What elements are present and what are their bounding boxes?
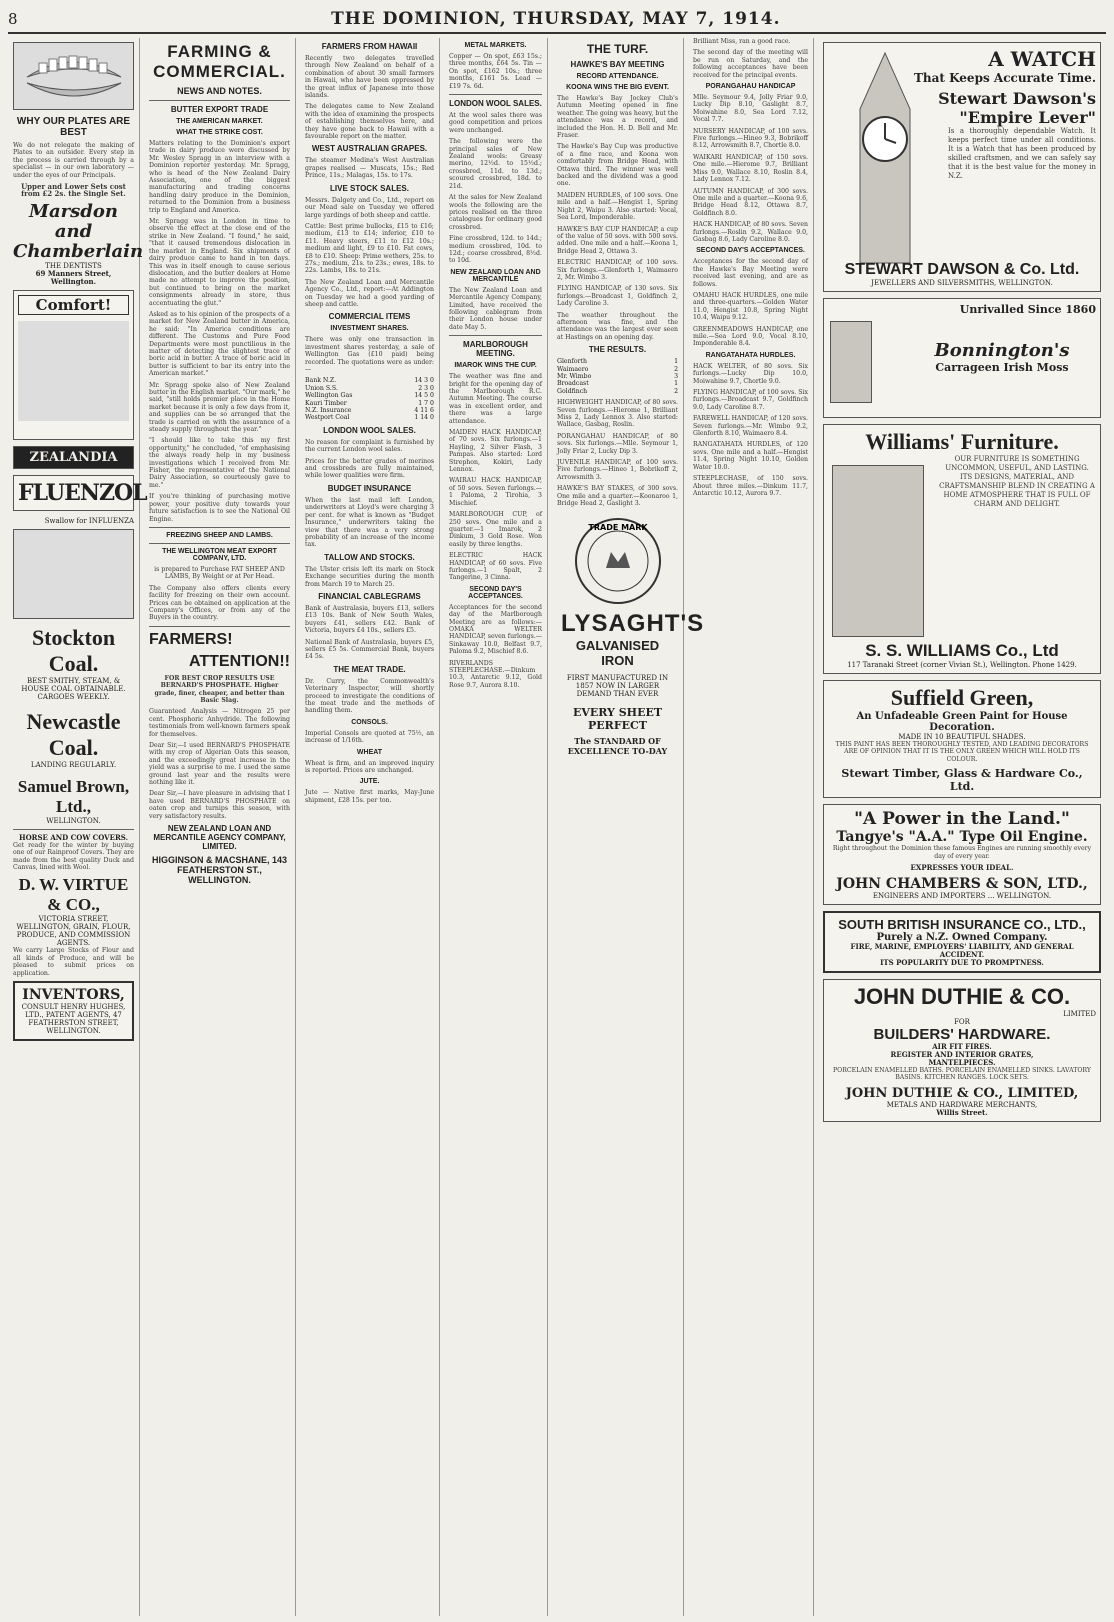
results-table <box>557 358 678 395</box>
lysaght-ad: TRADE MARK LYSAGHT'S GALVANISED IRON FIRST MANUFACTURED IN 1857 NOW IN LARGER DEMAND THAN EVER EVERY SHEET PERFECT The STANDARD OF EXCELLENCE TO-DAY <box>557 512 678 760</box>
section-header: FARMING & COMMERCIAL. <box>153 42 286 81</box>
stockton-coal: Stockton Coal. <box>31 624 116 676</box>
inventors-ad: INVENTORS, CONSULT HENRY HUGHES, LTD., PATENT AGENTS, 47 FEATHERSTON STREET, WELLINGTON. <box>13 981 134 1041</box>
results-row: Glenforth 1 <box>557 358 678 366</box>
commerce-column: FARMERS FROM HAWAII Recently two delegates travelled through New Zealand on behalf of a combination of about 30 small farmers in Hawaii, who have been oppressed by the great influx of Japanese into those islands. The delegates came to New Zealand with the idea of examining the prospects of establishing themselves here, and they have gone back to Hawaii with a favourable report on the matter. WEST AUSTRALIAN GRAPES. The steamer Medina's West Australian grapes realised — Muscats, 15s.; Red Prince, 11s.; Malagas, 15s. to 17s. LIVE STOCK SALES. Messrs. Dalgety and Co., Ltd., report on our Mead sale on Tuesday we offered large yardings of both sheep and cattle. Cattle: Best prime bullocks, £15 to £16; medium, £13 to £14; inferior, £10 to £11. Heavy steers, £11 to £12 10s.; medium and light, £9 to £10. Fat cows, £8 to £10. Sheep: Prime wethers, 25s. to 27s.; medium, 21s. to 23s.; ewes, 18s. to 22s. Lambs, 18s. to 21s. The New Zealand Loan and Mercantile Agency Co., Ltd., report:—At Addington on Tuesday we had a good yarding of sheep and cattle. COMMERCIAL ITEMS INVESTMENT SHARES. There was only one transaction in investment shares yesterday, a sale of Wellington Gas (£10 paid) being recorded. The quotations were as under:— Bank N.Z. 14 3 0 Union S.S. 2 3 0 Wellington Gas 14 5 0 Kauri Timber 1 7 0 N.Z. Insurance 4 11 6 Westport Coal 1 14 0 LONDON WOOL SALES. No reason for complaint is furnished by the current London wool sales. Prices for the better grades of merinos and crossbreds are fully maintained, while lower qualities were firm. BUDGET INSURANCE When the last mail left London, underwriters at Lloyd's were charging 3 per cent. for what is known as "Budget Insurance," underwriters taking the view that there was a very strong probability of an increase of the income tax. TALLOW AND STOCKS. The Ulster crisis left its mark on Stock Exchange securities during the month from March 19 to March 25. FINANCIAL CABLEGRAMS Bank of Australasia, buyers £13, sellers £13 10s. Bank of New South Wales, buyers £41, sellers £42. Bank of Victoria, buyers £4 10s., sellers £5. National Bank of Australasia, buyers £5, sellers £5 5s. Commercial Bank, buyers £4 5s. THE MEAT TRADE. Dr. Curry, the Commonwealth's Veterinary Inspector, will shortly proceed to investigate the conditions of the meat trade and the methods of handling them. CONSOLS. Imperial Consols are quoted at 75½, an increase of 1/16th. WHEAT Wheat is firm, and an improved inquiry is reported. Prices are unchanged. JUTE. Jute — Native first marks, May-June shipment, £28 15s. per ton. <box>300 38 440 1616</box>
results-row: Mr. Wimbo 3 <box>557 373 678 380</box>
newcastle-sub: LANDING REGULARLY. <box>30 760 117 769</box>
samuel-sub: WELLINGTON. <box>46 816 101 825</box>
masthead <box>8 6 1106 34</box>
fluenzol-ad: FLUENZOL <box>13 475 134 511</box>
watch-ad: A WATCH That Keeps Accurate Time. Stewart Dawson's "Empire Lever" Is a thoroughly dependable Watch. It keeps perfect time under all conditions. It is a Watch that has been produced by skilled craftsmen, and we can safely say that it is the best value for the money in N.Z. STEWART DAWSON & Co. Ltd. JEWELLERS AND SILVERSMITHS, WELLINGTON. <box>823 42 1101 292</box>
fluenzol-sub: Swallow for INFLUENZA <box>44 516 134 525</box>
clock-tower-illustration <box>830 49 940 269</box>
zealandia-ad: ZEALANDIA <box>13 446 134 469</box>
results-row: Waimaero 2 <box>557 365 678 373</box>
dentures-illustration <box>13 42 134 110</box>
teeth-icon <box>19 47 129 105</box>
south-british-ad: SOUTH BRITISH INSURANCE CO., LTD., Purely a N.Z. Owned Company. FIRE, MARINE, EMPLOYERS' LIABILITY, AND GENERAL ACCIDENT. ITS POPULARITY DUE TO PROMPTNESS. <box>823 911 1101 973</box>
virtue-name: D. W. VIRTUE & CO., <box>18 875 129 915</box>
dentists-sub: THE DENTISTS <box>45 261 102 270</box>
teeth-body: We do not relegate the making of Plates to an outsider. Every step in the process is carried through by a specialist — in our own laboratory — under the eyes of our Principals. <box>13 142 134 179</box>
results-row: Broadcast 1 <box>557 380 678 388</box>
comfort-ad <box>13 290 134 440</box>
right-ads-column <box>818 38 1106 1616</box>
results-row: Goldfinch 2 <box>557 387 678 395</box>
comfort-title: Comfort! <box>18 295 129 315</box>
turf-column: THE TURF. HAWKE'S BAY MEETING RECORD ATTENDANCE. KOONA WINS THE BIG EVENT. The Hawke's Bay Jockey Club's Autumn Meeting opened in fine weather. The going was heavy, but the attendance was a record, and included the Hon. H. D. Bell and Mr. Fraser. The Hawke's Bay Cup was productive of a fine race, and Koona won comfortably from Bridge Head, with Ottawa third. The winner was well backed and the dividend was a good one. MAIDEN HURDLES, of 100 sovs. One mile and a half.—Hengist 1, Spring Night 2, Waipu 3. Also started: Vocal, Sea Lord, Imponderable. HAWKE'S BAY CUP HANDICAP, a cup of the value of 50 sovs. with 500 sovs. added. One mile and a half.—Koona 1, Bridge Head 2, Ottawa 3. ELECTRIC HANDICAP, of 100 sovs. Six furlongs.—Glenforth 1, Waimaero 2, Mr. Wimbo 3. FLYING HANDICAP, of 130 sovs. Six furlongs.—Broadcast 1, Goldfinch 2, Lady Caroline 3. The weather throughout the afternoon was fine, and the attendance was the largest ever seen at Hastings on an opening day. THE RESULTS. Glenforth 1 Waimaero 2 Mr. Wimbo 3 Broadcast 1 Goldfinch 2 HIGHWEIGHT HANDICAP, of 80 sovs. Seven furlongs.—Hierome 1, Brilliant Miss 2, Lady Lennox 3. Also started: Wallace, Gasbag, Roslin. PORANGAHAU HANDICAP, of 80 sovs. Six furlongs.—Mlle. Seymour 1, Jolly Friar 2, Lucky Dip 3. JUVENILE HANDICAP, of 100 sovs. Five furlongs.—Hineo 1, Bobrikoff 2, Arrowsmith 3. HAWKE'S BAY STAKES, of 300 sovs. One mile and a quarter.—Koonaroo 1, Bridge Head 2, Gaslight 3. TRADE MARK LYSAGHT'S GALVANISED IRON FIRST MANUFACTURED IN 1857 NOW IN LARGER DEMAND THAN EVER EVERY SHEET PERFECT The STANDARD OF EXCELLENCE TO-DAY <box>552 38 684 1616</box>
teeth-price: Upper and Lower Sets cost from £2 2s. the Single Set. <box>21 182 126 199</box>
virtue-sub: VICTORIA STREET, WELLINGTON, GRAIN, FLOUR, PRODUCE, AND COMMISSION AGENTS. <box>16 915 131 948</box>
samuel-brown: Samuel Brown, Ltd., <box>17 776 130 816</box>
dentists-name: Marsdon and Chamberlain <box>13 200 144 262</box>
williams-ad: Williams' Furniture. OUR FURNITURE IS SOMETHING UNCOMMON, USEFUL, AND LASTING. ITS DESIGNS, MATERIAL, AND CRAFTSMANSHIP BLEND IN CREATING A HOME ATMOSPHERE THAT IS FULL OF CHARM AND DELIGHT. S. S. WILLIAMS Co., Ltd 117 Taranaki Street (corner Vivian St.), Wellington. Phone 1429. <box>823 424 1101 674</box>
farming-column: FARMING & COMMERCIAL. NEWS AND NOTES. BUTTER EXPORT TRADE THE AMERICAN MARKET. WHAT THE STRIKE COST. Matters relating to the Dominion's export trade in dairy produce were discussed by Mr. Wesley Spragg in an interview with a Dominion reporter yesterday. Mr. Spragg, who is head of the New Zealand Dairy Association, one of the biggest manufacturing and trading concerns handling dairy produce in the Dominion, returned to the Dominion from a business trip to England and America. Mr. Spragg was in London in time to observe the effect at the close end of the strike in New Zealand. "I found," he said, "that it caused tremendous dislocation in the market in England. Six shipments of dairy produce came to hand in ten days. This was in itself enough to cause serious dislocation, and the butter dealers at Home made no attempt to improve the position, but continued to bring on the market consignments already in store, thus accentuating the glut." Asked as to his opinion of the prospects of a market for New Zealand butter in America, he said: "In America conditions are different. The Customs and Pure Food Departments were most punctilious in the matter of detecting the slightest trace of boric acid in butter. A trace of boric acid in butter is sufficient to bar its entry into the American market." Mr. Spragg spoke also of New Zealand butter in the English market. "Our mark," he said, "still holds premier place in the Home market because it is only a few days from it, and supplies can be so arranged that the trade is carried on with the assurance of a steady supply throughout the year." "I should like to take this my first opportunity," he concluded, "of emphasising the always ready help in my business investigations which I received from Mr. Fisher, the representative of the National Dairy Association, so courteously gave to me." If you're thinking of purchasing motive power, your positive duty towards your future satisfaction is to see the National Oil Engine. FREEZING SHEEP AND LAMBS. THE WELLINGTON MEAT EXPORT COMPANY, LTD. is prepared to Purchase FAT SHEEP AND LAMBS, By Weight or at Per Head. The Company also offers clients every facility for freezing on their own account. Prices can be obtained on application at the Company's Offices, or from any of the Buyers in the country. FARMERS! ATTENTION!! FOR BEST CROP RESULTS USE BERNARD'S PHOSPHATE. Higher grade, finer, cheaper, and better than Basic Slag. Guaranteed Analysis — Nitrogen 25 per cent. Phosphoric Anhydride. The following testimonials from well-known farmers speak for themselves. Dear Sir,—I used BERNARD'S PHOSPHATE with my crop of Algerian Oats this season, and the exceedingly great increase in the yield was a surprise to me. I used the same ground last year and the results were nothing like it. Dear Sir,—I have pleasure in advising that I have used BERNARD'S PHOSPHATE on oaten crop and turnips this season, with very satisfactory results. NEW ZEALAND LOAN AND MERCANTILE AGENCY COMPANY, LIMITED. HIGGINSON & MACSHANE, 143 FEATHERSTON ST., WELLINGTON. <box>144 38 296 1616</box>
teeth-headline: WHY OUR PLATES ARE BEST <box>16 116 131 138</box>
paper-title: THE DOMINION, THURSDAY, MAY 7, 1914. <box>331 9 781 29</box>
corset-illustration <box>18 321 129 421</box>
trade-mark-label: TRADE MARK <box>587 522 648 532</box>
tangye-ad: "A Power in the Land." Tangye's "A.A." Type Oil Engine. Right throughout the Dominion these famous Engines are running smoothly every day of every year. EXPRESSES YOUR IDEAL. JOHN CHAMBERS & SON, LTD., ENGINEERS AND IMPORTERS ... WELLINGTON. <box>823 804 1101 905</box>
duthie-ad: JOHN DUTHIE & CO. LIMITED FOR BUILDERS' HARDWARE. AIR FIT FIRES. REGISTER AND INTERIOR GRATES, MANTELPIECES. PORCELAIN ENAMELLED BATHS. PORCELAIN ENAMELLED SINKS. LAVATORY BASINS. KITCHEN RANGES. LOCK SETS. JOHN DUTHIE & CO., LIMITED, METALS AND HARDWARE MERCHANTS, Willis Street. <box>823 979 1101 1122</box>
horse-covers: HORSE AND COW COVERS. <box>18 832 129 842</box>
suffield-ad: Suffield Green, An Unfadeable Green Paint for House Decoration. MADE IN 10 BEAUTIFUL SHADES. THIS PAINT HAS BEEN THOROUGHLY TESTED, AND LEADING DECORATORS ARE OF OPINION THAT IT IS THE ONLY GREEN WHICH WILL HOLD ITS COLOUR. Stewart Timber, Glass & Hardware Co., Ltd. <box>823 680 1101 798</box>
page-number: 8 <box>8 10 18 28</box>
left-ads-column: WHY OUR PLATES ARE BEST We do not relegate the making of Plates to an outsider. Every step in the process is carried through by a specialist — in our own laboratory — under the eyes of our Principals. Upper and Lower Sets cost from £2 2s. the Single Set. Marsdon and Chamberlain THE DENTISTS 69 Manners Street, Wellington. Comfort! ZEALANDIA FLUENZOL Swallow for INFLUENZA Stockton Coal. BEST SMITHY, STEAM, & HOUSE COAL OBTAINABLE. CARGOES WEEKLY. Newcastle Coal. LANDING REGULARLY. Samuel Brown, Ltd., WELLINGTON. HORSE AND COW COVERS. Get ready for the winter by buying one of our Rainproof Covers. They are made from the best quality Duck and Canvas, lined with Wool. D. W. VIRTUE & CO., VICTORIA STREET, WELLINGTON, GRAIN, FLOUR, PRODUCE, AND COMMISSION AGENTS. We carry Large Stocks of Flour and all kinds of Produce, and will be pleased to submit prices on application. INVENTORS, CONSULT HENRY HUGHES, LTD., PATENT AGENTS, 47 FEATHERSTON STREET, WELLINGTON. <box>8 38 140 1616</box>
newcastle-coal: Newcastle Coal. <box>26 708 121 760</box>
markets-column: METAL MARKETS. Copper — On spot, £63 15s.; three months, £64 5s. Tin — On spot, £162 10s.; three months, £161 5s. Lead — £19 7s. 6d. LONDON WOOL SALES. At the wool sales there was good competition and prices were unchanged. The following were the principal sales of New Zealand wools: Greasy merino, 12½d. to 15½d.; crossbred, 11d. to 13d.; scoured crossbred, 18d. to 21d. At the sales for New Zealand wools the following are the prices realised on the three catalogues for ordinary good crossbred. Fine crossbred, 12d. to 14d.; medium crossbred, 10d. to 12d.; coarse crossbred, 8½d. to 10d. NEW ZEALAND LOAN AND MERCANTILE The New Zealand Loan and Mercantile Agency Company, Limited, have received the following cablegram from their London house under date May 5. MARLBOROUGH MEETING. IMAROK WINS THE CUP. The weather was fine and bright for the opening day of the Marlborough R.C. Autumn Meeting. The course was in excellent order, and there was a large attendance. MAIDEN HACK HANDICAP, of 70 sovs. Six furlongs.—1 Hayling, 2 Silver Flash, 3 Pampas. Also started: Lord Strephon, Kokiri, Lady Lennox. WAIRAU HACK HANDICAP, of 50 sovs. Seven furlongs.—1 Paloma, 2 Tirohia, 3 Mischief. MARLBOROUGH CUP, of 250 sovs. One mile and a quarter.—1 Imarok, 2 Dinkum, 3 Gold Rose. Won easily by three lengths. ELECTRIC HACK HANDICAP, of 60 sovs. Five furlongs.—1 Spalt, 2 Tangerine, 3 Cinna. SECOND DAY'S ACCEPTANCES. Acceptances for the second day of the Marlborough Meeting are as follows:— OMAKA WELTER HANDICAP, seven furlongs.—Sinkaway 10.0, Belfast 9.7, Paloma 9.2, Mischief 8.6. RIVERLANDS STEEPLECHASE.—Dinkum 10.3, Antarctic 9.12, Gold Rose 9.7, Aurora 8.10. <box>444 38 548 1616</box>
stockton-sub: BEST SMITHY, STEAM, & HOUSE COAL OBTAINABLE. CARGOES WEEKLY. <box>21 676 126 701</box>
chair-illustration <box>832 465 924 637</box>
rheumatism-ad <box>13 529 134 619</box>
section-sub: NEWS AND NOTES. <box>177 86 262 96</box>
dentists-address: 69 Manners Street, Wellington. <box>35 268 112 286</box>
bonnington-ad: Unrivalled Since 1860 Bonnington's Carrageen Irish Moss <box>823 298 1101 418</box>
bottle-illustration <box>830 321 872 403</box>
trade-mark-emblem <box>573 516 663 606</box>
turf-continued-column: Brilliant Miss, ran a good race. The second day of the meeting will be run on Saturday, and the following acceptances have been received for the principal events. PORANGAHAU HANDICAP Mlle. Seymour 9.4, Jolly Friar 9.0, Lucky Dip 8.10, Gaslight 8.7, Moiwahine 8.0, Sea Lord 7.12, Vocal 7.7. NURSERY HANDICAP, of 100 sovs. Five furlongs.—Hineo 9.3, Bobrikoff 8.12, Arrowsmith 8.7, Chortle 8.0. WAIKARI HANDICAP, of 150 sovs. One mile.—Hierome 9.7, Brilliant Miss 9.0, Wallace 8.10, Roslin 8.4, Lady Lennox 7.12. AUTUMN HANDICAP, of 300 sovs. One mile and a quarter.—Koona 9.6, Bridge Head 8.12, Ottawa 8.7, Goldfinch 8.0. HACK HANDICAP, of 80 sovs. Seven furlongs.—Roslin 9.2, Wallace 9.0, Gasbag 8.6, Lady Caroline 8.0. SECOND DAY'S ACCEPTANCES. Acceptances for the second day of the Hawke's Bay Meeting were received last evening, and are as follows. OMAHU HACK HURDLES, one mile and three-quarters.—Golden Water 11.0, Hengist 10.8, Spring Night 10.4, Waipu 9.12. GREENMEADOWS HANDICAP, one mile.—Sea Lord 9.0, Vocal 8.10, Imponderable 8.4. RANGATAHATA HURDLES. HACK WELTER, of 80 sovs. Six furlongs.—Lucky Dip 10.0, Moiwahine 9.7, Chortle 9.0. FLYING HANDICAP, of 100 sovs. Six furlongs.—Broadcast 9.7, Goldfinch 9.0, Lady Caroline 8.7. FAREWELL HANDICAP, of 120 sovs. Seven furlongs.—Mr. Wimbo 9.2, Glenforth 8.10, Waimaero 8.4. RANGATAHATA HURDLES, of 120 sovs. One mile and a half.—Hengist 11.4, Spring Night 10.10, Golden Water 10.0. STEEPLECHASE, of 150 sovs. About three miles.—Dinkum 11.7, Antarctic 10.12, Aurora 9.7. <box>688 38 814 1616</box>
